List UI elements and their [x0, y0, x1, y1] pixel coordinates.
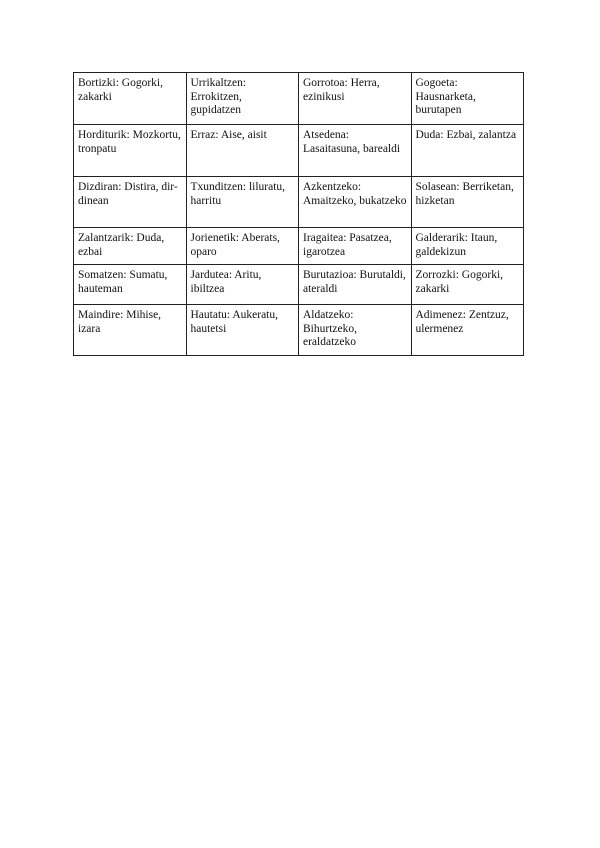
table-cell: Zalantzarik: Duda, ezbai — [74, 228, 187, 265]
table-row — [74, 125, 524, 177]
table-row — [74, 228, 524, 265]
table-cell: Bortizki: Gogorki, zakarki — [74, 73, 187, 125]
table-cell: Zorrozki: Gogorki, zakarki — [411, 265, 524, 305]
table-cell: Horditurik: Mozkortu, tronpatu — [74, 125, 187, 177]
table-cell: Gorrotoa: Herra, ezinikusi — [299, 73, 412, 125]
table-cell: Azkentzeko: Amaitzeko, bukatzeko — [299, 177, 412, 228]
table-cell: Somatzen: Sumatu, hauteman — [74, 265, 187, 305]
table-row — [74, 305, 524, 356]
table-cell: Jorienetik: Aberats, oparo — [186, 228, 299, 265]
table-cell: Erraz: Aise, aisit — [186, 125, 299, 177]
table-row — [74, 73, 524, 125]
table-cell: Hautatu: Aukeratu, hautetsi — [186, 305, 299, 356]
table-cell: Dizdiran: Distira, dir-dinean — [74, 177, 187, 228]
table-cell: Galderarik: Itaun, galdekizun — [411, 228, 524, 265]
vocabulary-table — [73, 72, 524, 356]
table-row — [74, 265, 524, 305]
table-cell: Maindire: Mihise, izara — [74, 305, 187, 356]
table-cell: Jardutea: Aritu, ibiltzea — [186, 265, 299, 305]
table-cell: Atsedena: Lasaitasuna, barealdi — [299, 125, 412, 177]
table-cell: Adimenez: Zentzuz, ulermenez — [411, 305, 524, 356]
table-row — [74, 177, 524, 228]
table-cell: Solasean: Berriketan, hizketan — [411, 177, 524, 228]
table-cell: Aldatzeko: Bihurtzeko, eraldatzeko — [299, 305, 412, 356]
table-cell: Iragaitea: Pasatzea, igarotzea — [299, 228, 412, 265]
table-cell: Gogoeta: Hausnarketa, burutapen — [411, 73, 524, 125]
table-cell: Urrikaltzen: Errokitzen, gupidatzen — [186, 73, 299, 125]
table-cell: Txunditzen: liluratu, harritu — [186, 177, 299, 228]
table-cell: Duda: Ezbai, zalantza — [411, 125, 524, 177]
table-cell: Burutazioa: Burutaldi, ateraldi — [299, 265, 412, 305]
